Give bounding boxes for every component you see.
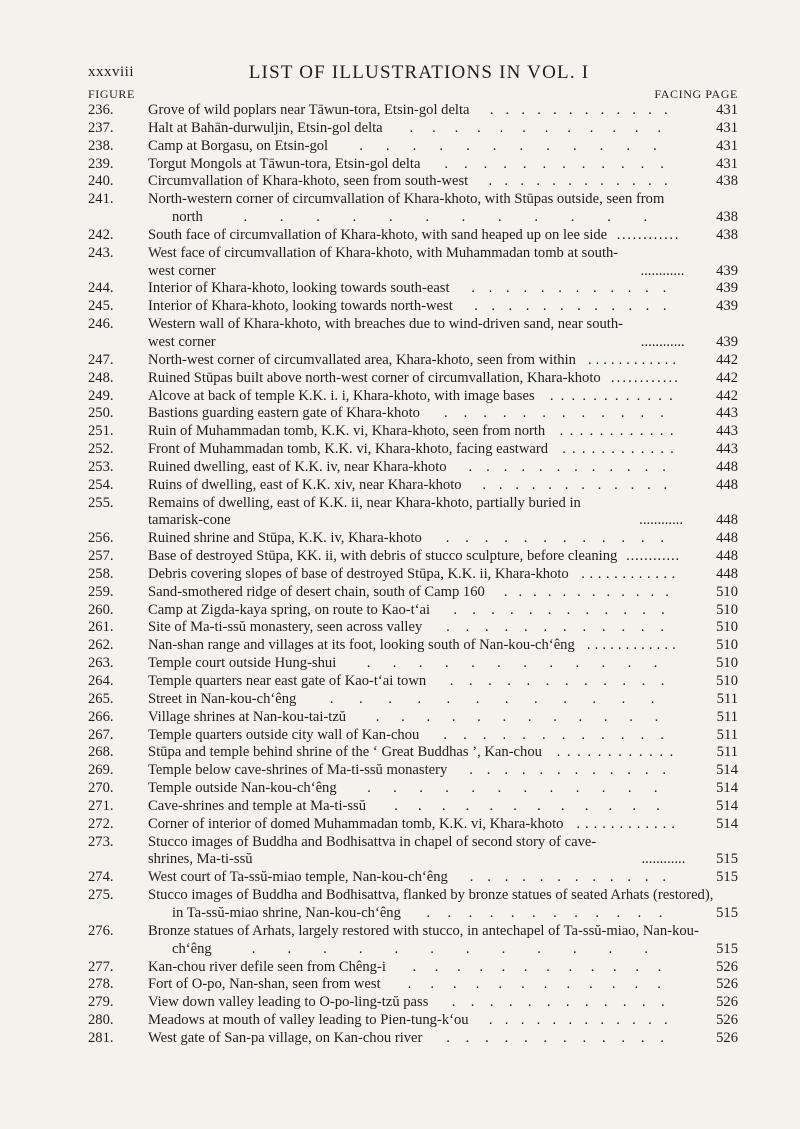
figure-number: 249. [88,387,114,404]
facing-page-number: 515 [716,940,738,957]
facing-page-number: 439 [716,298,738,315]
caption-text: Grove of wild poplars near Tāwun-tora, Etsin-gol delta [148,102,470,118]
dot-leader: . . . . . . . . . . . . [576,815,675,832]
caption-continuation: in Ta-ssŭ-miao shrine, Nan-kou-ch‘êng [172,904,401,921]
caption-text: Temple quarters outside city wall of Kan-chou [148,726,420,743]
caption-text: Ruins of dwelling, east of K.K. xiv, near Khara-khoto [148,476,462,493]
caption-text: Base of destroyed Stūpa, KK. ii, with debris of stucco sculpture, before cleaning [148,548,618,565]
facing-page-number: 442 [716,387,738,404]
dot-leader: . . . . . . . . . . . . [488,173,668,190]
figure-number: 268. [88,744,114,761]
dot-leader: . . . . . . . . . . . . [366,655,658,672]
caption-text: Ruined shrine and Stūpa, K.K. iv, Khara-khoto [148,530,422,547]
list-item [88,280,738,298]
caption-text: Temple below cave-shrines of Ma-ti-ssŭ monastery [148,762,448,779]
dot-leader: . . . . . . . . . . . . [489,102,668,118]
facing-page-number: 438 [716,209,738,226]
dot-leader: . . . . . . . . . . . . [446,619,665,636]
dot-leader: . . . . . . . . . . . . [367,780,658,797]
figure-number: 270. [88,780,114,797]
list-item [88,548,738,566]
caption-text: Temple court outside Hung-shui [148,655,337,672]
caption-text: Temple outside Nan-kou-ch‘êng [148,780,337,797]
figure-number: 281. [88,1029,114,1046]
dot-leader: . . . . . . . . . . . . [251,940,648,957]
caption-text: Stucco images of Buddha and Bodhisattva in chapel of second story of cave-shrines, Ma-ti-ssŭ [148,833,597,868]
facing-page-number: 443 [716,441,738,458]
figure-number: 256. [88,530,114,547]
figure-number: 246. [88,316,114,333]
list-item [88,423,738,441]
dot-leader: . . . . . . . . . . . . [468,458,666,475]
facing-page-number: 448 [716,565,738,582]
figure-number: 279. [88,994,114,1011]
figure-number: 236. [88,102,114,118]
dot-leader: . . . . . . . . . . . . [482,476,668,493]
list-item [88,727,738,745]
list-item [88,477,738,495]
figure-number: 262. [88,637,114,654]
list-item [88,441,738,459]
dot-leader: . . . . . . . . . . . . [443,726,664,743]
caption-text: Meadows at mouth of valley leading to Pien-tung-k‘ou [148,1012,469,1029]
figure-number: 254. [88,476,114,493]
list-item [88,298,738,316]
caption-text: Cave-shrines and temple at Ma-ti-ssŭ [148,797,367,814]
list-item [88,602,738,620]
facing-page-number: 511 [716,708,738,725]
list-item [88,798,738,816]
caption-text: Camp at Borgasu, on Etsin-gol [148,137,329,154]
list-item [88,619,738,637]
facing-page-number: 448 [716,530,738,547]
facing-page-number: 511 [716,726,738,743]
caption-text: North-west corner of circumvallated area, Khara-khoto, seen from within [148,351,576,368]
facing-page-number: 511 [716,690,738,707]
caption-text: Village shrines at Nan-kou-tai-tzŭ [148,708,347,725]
list-item [88,816,738,834]
dot-leader: . . . . . . . . . . . . [243,209,648,226]
figure-number: 276. [88,922,114,939]
list-item [88,138,738,156]
figure-number: 266. [88,708,114,725]
figure-number: 245. [88,298,114,315]
dot-leader: . . . . . . . . . . . . [394,797,660,814]
figure-number: 261. [88,619,114,636]
facing-page-number: 442 [716,369,738,386]
page-title: LIST OF ILLUSTRATIONS IN VOL. I [248,62,590,83]
list-item [88,530,738,548]
dot-leader: . . . . . . . . . . . . [639,512,684,529]
dot-leader: . . . . . . . . . . . . [426,904,663,921]
list-item [88,780,738,798]
figure-number: 280. [88,1012,114,1029]
figure-number: 243. [88,244,114,261]
caption-text: Torgut Mongols at Tāwun-tora, Etsin-gol delta [148,155,421,172]
facing-page-number: 514 [716,815,738,832]
figure-number: 248. [88,369,114,386]
caption-text: Ruined dwelling, east of K.K. iv, near Khara-khoto [148,458,447,475]
figure-number: 241. [88,191,114,208]
caption-text: West face of circumvallation of Khara-khoto, with Muhammadan tomb at south-west corner [148,244,619,279]
caption-text: Temple quarters near east gate of Kao-t‘ai town [148,673,427,689]
caption-text: Alcove at back of temple K.K. i. i, Khara-khoto, with image bases [148,387,535,404]
figure-number: 271. [88,797,114,814]
page-number: xxxviii [88,64,135,80]
facing-page-number: 510 [716,673,738,689]
list-item [88,120,738,138]
caption-text: Sand-smothered ridge of desert chain, south of Camp 160 [148,583,485,600]
dot-leader: . . . . . . . . . . . . [581,565,676,582]
caption-text: Ruin of Muhammadan tomb, K.K. vi, Khara-khoto, seen from north [148,423,546,440]
list-item [88,245,738,281]
caption-text: Stūpa and temple behind shrine of the ‘ Great Buddhas ’, Kan-chou [148,744,542,761]
figure-number: 273. [88,833,114,850]
figure-number: 238. [88,137,114,154]
dot-leader: . . . . . . . . . . . . [474,298,667,315]
facing-page-number: 448 [716,548,738,565]
caption-text: Bronze statues of Arhats, largely restored with stucco, in antechapel of Ta-ssŭ-miao, Nan-kou- [148,922,699,939]
dot-leader: . . . . . . . . . . . . [641,851,686,868]
facing-page-number: 448 [716,512,738,529]
list-item [88,495,738,531]
figure-number: 253. [88,458,114,475]
facing-page-number: 510 [716,619,738,636]
list-item [88,352,738,370]
list-item [88,405,738,423]
caption-text: South face of circumvallation of Khara-khoto, with sand heaped up on lee side [148,226,608,243]
facing-page-number: 448 [716,476,738,493]
figure-number: 278. [88,976,114,993]
dot-leader: . . . . . . . . . . . . [412,958,662,975]
facing-page-number: 510 [716,637,738,654]
figure-number: 264. [88,673,114,689]
caption-text: Nan-shan range and villages at its foot, looking south of Nan-kou-ch‘êng [148,637,575,654]
caption-text: Corner of interior of domed Muhammadan tomb, K.K. vi, Khara-khoto [148,815,564,832]
figure-number: 240. [88,173,114,190]
dot-leader: . . . . . . . . . . . . [469,869,667,886]
figure-number: 255. [88,494,114,511]
caption-text: Remains of dwelling, east of K.K. ii, near Khara-khoto, partially buried in tamarisk-cone [148,494,581,529]
dot-leader: . . . . . . . . . . . . [444,155,664,172]
column-labels [88,87,738,103]
list-item [88,388,738,406]
facing-page-number: 438 [716,173,738,190]
list-item [88,673,738,691]
list-item [88,459,738,477]
list-item [88,1012,738,1030]
caption-text: Circumvallation of Khara-khoto, seen from south-west [148,173,469,190]
list-item [88,994,738,1012]
facing-page-number: 511 [716,744,738,761]
list-item [88,1030,738,1048]
list-item [88,744,738,762]
caption-continuation: north [172,209,203,226]
caption-text: Bastions guarding eastern gate of Khara-khoto [148,405,420,422]
dot-leader: . . . . . . . . . . . . [559,423,674,440]
figure-number: 260. [88,601,114,618]
figure-number: 269. [88,762,114,779]
dot-leader: . . . . . . . . . . . . [449,673,665,689]
facing-page-number: 526 [716,1012,738,1029]
list-item [88,887,738,923]
caption-text: West court of Ta-ssŭ-miao temple, Nan-kou-ch‘êng [148,869,448,886]
list-item [88,173,738,191]
dot-leader: . . . . . . . . . . . . [407,976,661,993]
facing-page-number: 526 [716,958,738,975]
dot-leader: . . . . . . . . . . . . [453,601,665,618]
figure-number: 272. [88,815,114,832]
dot-leader: . . . . . . . . . . . . [451,994,665,1011]
dot-leader: . . . . . . . . . . . . [359,137,657,154]
caption-text: Western wall of Khara-khoto, with breaches due to wind-driven sand, near south-west corner [148,316,624,350]
list-item [88,191,738,227]
dot-leader: . . . . . . . . . . . . [586,637,676,654]
list-item [88,102,738,120]
facing-page-column-label: FACING PAGE [654,87,738,101]
facing-page-number: 439 [716,262,738,279]
caption-text: North-western corner of circumvallation of Khara-khoto, with Stūpas outside, seen from [148,191,665,208]
caption-text: Camp at Zigda-kaya spring, on route to Kao-t‘ai [148,601,431,618]
caption-text: Halt at Bahān-durwuljin, Etsin-gol delta [148,119,383,136]
dot-leader: . . . . . . . . . . . . [549,387,673,404]
figure-number: 258. [88,565,114,582]
facing-page-number: 526 [716,994,738,1011]
list-item [88,762,738,780]
facing-page-number: 514 [716,797,738,814]
caption-continuation: ch‘êng [172,940,212,957]
facing-page-number: 526 [716,976,738,993]
dot-leader: . . . . . . . . . . . . [640,333,685,350]
list-item [88,637,738,655]
figure-number: 244. [88,280,114,297]
facing-page-number: 439 [716,333,738,350]
list-item [88,227,738,245]
list-item [88,566,738,584]
facing-page-number: 510 [716,655,738,672]
caption-text: Front of Muhammadan tomb, K.K. vi, Khara-khoto, facing eastward [148,441,549,458]
caption-text: Interior of Khara-khoto, looking towards south-east [148,280,450,297]
dot-leader: . . . . . . . . . . . . [443,405,664,422]
list-item [88,691,738,709]
figure-number: 277. [88,958,114,975]
figure-number: 237. [88,119,114,136]
caption-text: Ruined Stūpas built above north-west corner of circumvallation, Khara-khoto [148,369,601,386]
dot-leader: . . . . . . . . . . . . [626,548,680,565]
list-item [88,869,738,887]
caption-text: West gate of San-pa village, on Kan-chou river [148,1029,423,1046]
list-item [88,655,738,673]
figure-number: 247. [88,351,114,368]
dot-leader: . . . . . . . . . . . . [616,226,679,243]
figure-number: 259. [88,583,114,600]
figure-number: 250. [88,405,114,422]
dot-leader: . . . . . . . . . . . . [562,441,674,458]
facing-page-number: 442 [716,351,738,368]
list-item [88,959,738,977]
dot-leader: . . . . . . . . . . . . [445,530,665,547]
dot-leader: . . . . . . . . . . . . [640,262,685,279]
list-item [88,976,738,994]
facing-page-number: 510 [716,583,738,600]
caption-text: Stucco images of Buddha and Bodhisattva, flanked by bronze statues of seated Arhats (restored), [148,887,714,904]
facing-page-number: 514 [716,762,738,779]
facing-page-number: 514 [716,780,738,797]
facing-page-number: 448 [716,458,738,475]
dot-leader: . . . . . . . . . . . . [488,1012,668,1029]
facing-page-number: 526 [716,1029,738,1046]
dot-leader: . . . . . . . . . . . . [503,583,669,600]
facing-page-number: 515 [716,869,738,886]
figure-number: 265. [88,690,114,707]
facing-page-number: 431 [716,102,738,118]
facing-page-number: 431 [716,137,738,154]
figure-number: 251. [88,423,114,440]
caption-text: Kan-chou river defile seen from Chêng-i [148,958,386,975]
dot-leader: . . . . . . . . . . . . [471,280,667,297]
dot-leader: . . . . . . . . . . . . [610,369,678,386]
facing-page-number: 515 [716,851,738,868]
facing-page-number: 438 [716,226,738,243]
facing-page-number: 443 [716,423,738,440]
dot-leader: . . . . . . . . . . . . [587,351,676,368]
facing-page-number: 443 [716,405,738,422]
dot-leader: . . . . . . . . . . . . [446,1029,665,1046]
figure-number: 267. [88,726,114,743]
dot-leader: . . . . . . . . . . . . [375,708,659,725]
dot-leader: . . . . . . . . . . . . [556,744,674,761]
caption-text: Fort of O-po, Nan-shan, seen from west [148,976,381,993]
figure-number: 274. [88,869,114,886]
list-item [88,584,738,602]
dot-leader: . . . . . . . . . . . . [329,690,655,707]
caption-text: View down valley leading to O-po-ling-tzŭ pass [148,994,429,1011]
facing-page-number: 439 [716,280,738,297]
caption-text: Debris covering slopes of base of destroyed Stūpa, K.K. ii, Khara-khoto [148,565,569,582]
list-item [88,370,738,388]
caption-text: Interior of Khara-khoto, looking towards north-west [148,298,453,315]
figure-number: 242. [88,226,114,243]
list-item [88,923,738,959]
illustrations-list [88,102,738,1048]
caption-text: Street in Nan-kou-ch‘êng [148,690,297,707]
dot-leader: . . . . . . . . . . . . [469,762,667,779]
facing-page-number: 515 [716,904,738,921]
figure-number: 275. [88,887,114,904]
page-header [88,62,730,84]
figure-column-label: FIGURE [88,87,135,101]
figure-number: 263. [88,655,114,672]
figure-number: 239. [88,155,114,172]
figure-number: 257. [88,548,114,565]
dot-leader: . . . . . . . . . . . . [409,119,662,136]
facing-page-number: 510 [716,601,738,618]
facing-page-number: 431 [716,119,738,136]
figure-number: 252. [88,441,114,458]
list-item [88,316,738,352]
list-item [88,834,738,870]
caption-text: Site of Ma-ti-ssŭ monastery, seen across valley [148,619,423,636]
list-item [88,156,738,174]
facing-page-number: 431 [716,155,738,172]
list-item [88,709,738,727]
